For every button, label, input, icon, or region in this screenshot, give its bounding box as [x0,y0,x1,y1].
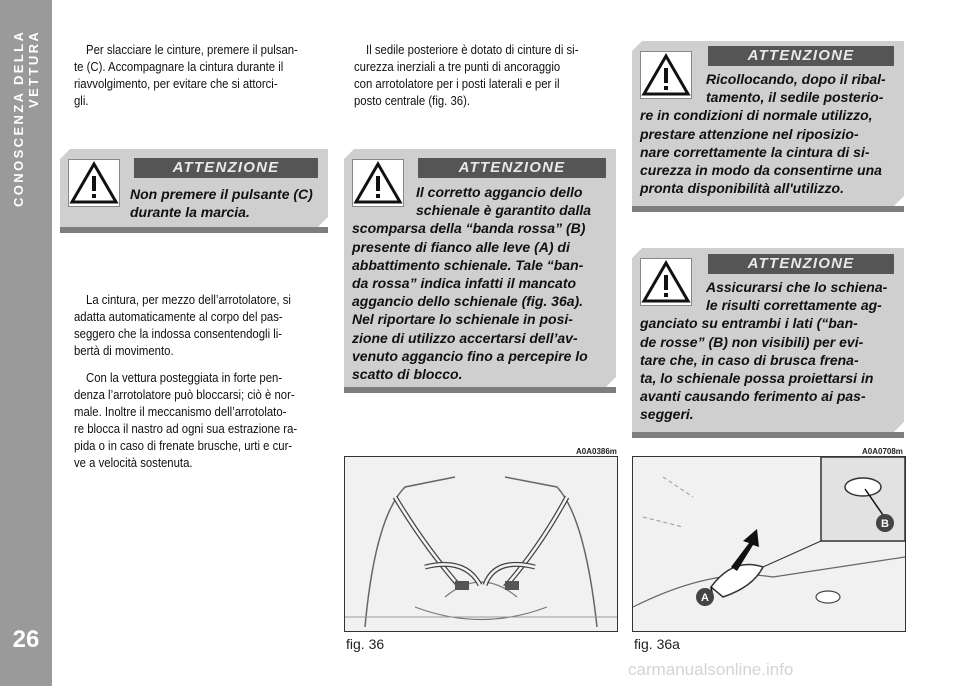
col1-paragraph-3: Con la vettura posteggiata in forte pen- denza l’arrotolatore può bloccarsi; ciò è nor- male. Inoltre il meccanismo dell’arrotolato- re blocca il nastro ad ogni sua estrazione ra- pida o in caso di frenate brusche, urti e cur- ve a velocità sostenuta. [74,370,298,470]
warning-label: ATTENZIONE [708,254,894,274]
figure-caption: fig. 36 [346,636,385,652]
warning-box-1-shadow [60,227,328,233]
warning-box-4 [632,248,904,432]
warning-text: Assicurarsi che lo schiena- le risulti correttamente ag- ganciato su entrambi i lati (“ban- de rosse” (B) non visibili) per evi- tare che, in caso di brusca frena- ta, lo schienale possa proiettarsi in avanti causando ferimento ai pas- seggeri. [640,279,888,423]
figure-36 [344,456,618,632]
warning-box-3-shadow [632,206,904,212]
warning-text: Non premere il pulsante (C) durante la marcia. [130,186,313,221]
col1-paragraph-1: Per slacciare le cinture, premere il pulsan- te (C). Accompagnare la cintura durante il riavvolgimento, per evitare che si attorci- gli. [74,42,298,108]
seat-backrest-release-illustration [633,457,905,631]
warning-triangle-icon [68,159,120,207]
warning-label: ATTENZIONE [134,158,318,178]
rear-seat-belts-illustration [345,457,617,631]
warning-label: ATTENZIONE [708,46,894,66]
label-a: A [701,592,709,604]
section-title: CONOSCENZA DELLA VETTURA [11,30,41,208]
page-number: 26 [12,626,40,653]
warning-box-4-shadow [632,432,904,438]
warning-label: ATTENZIONE [418,158,606,178]
watermark: carmanualsonline.info [628,660,794,679]
warning-box-2-shadow [344,387,616,393]
label-b: B [881,518,889,530]
warning-box-1 [60,149,328,227]
col1-paragraph-2: La cintura, per mezzo dell’arrotolatore, si adatta automaticamente al corpo del pas- seggero che la indossa consentendogli li- bertà di movimento. [74,292,291,358]
warning-box-2 [344,149,616,387]
figure-36a [632,456,906,632]
warning-box-3 [632,41,904,206]
figure-caption: fig. 36a [634,636,680,652]
warning-text: Ricollocando, dopo il ribal- tamento, il sedile posterio- re in condizioni di normale utilizzo, prestare attenzione nel riposizio- nare correttamente la cintura di si- curezza in modo da consentirne una pronta disponibilità all'utilizzo. [640,71,886,197]
figure-code: A0A0708m [862,447,903,456]
warning-text: Il corretto aggancio dello schienale è garantito dalla scomparsa della “banda rossa” (B) presente di fianco alle leve (A) di abbattimento schienale. Tale “ban- da rossa” indica infatti il mancato aggancio dello schienale (fig. 36a). Nel riportare lo schienale in posi- zione di utilizzo accertarsi dell’av- venuto aggancio fino a percepire lo scatto di blocco. [352,184,592,383]
figure-code: A0A0386m [576,447,617,456]
col2-paragraph-1: Il sedile posteriore è dotato di cinture di si- curezza inerziali a tre punti di ancoraggio con arrotolatore per i posti laterali e per il posto centrale (fig. 36). [354,42,579,108]
